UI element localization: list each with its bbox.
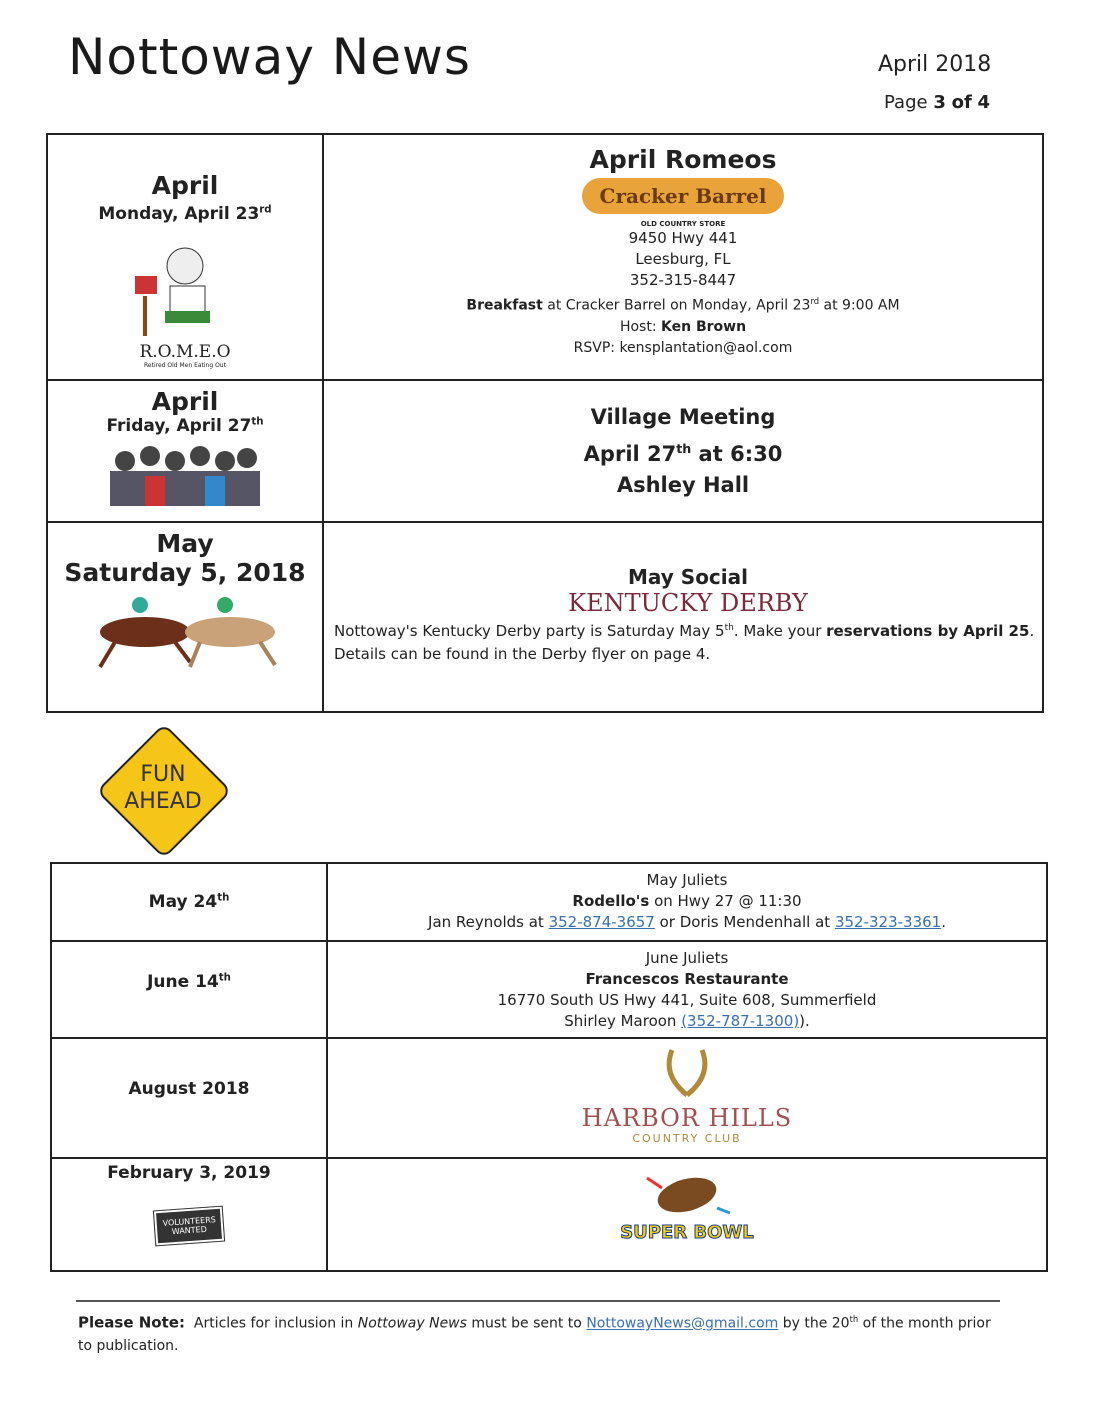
- football-icon: [642, 1173, 732, 1218]
- phone-link[interactable]: (352-787-1300): [681, 1012, 800, 1030]
- table-row: [47, 134, 1043, 380]
- event-location: Ashley Hall: [616, 472, 750, 497]
- lunches-table: [50, 862, 1048, 1272]
- harbor-hills-subtitle: COUNTRY CLUB: [632, 1132, 742, 1145]
- romeo-sublabel: Retired Old Men Eating Out: [144, 362, 226, 369]
- laurel-wreath-icon: [657, 1045, 717, 1100]
- kentucky-derby-logo: KENTUCKY DERBY: [568, 589, 808, 617]
- volunteers-wanted-sign: VOLUNTEERS WANTED: [154, 1207, 224, 1246]
- table-row: [51, 863, 1047, 941]
- events-table: [46, 133, 1044, 713]
- newsletter-title: Nottoway News: [68, 28, 471, 86]
- table-row: [51, 941, 1047, 1038]
- lunch-place: Rodello's on Hwy 27 @ 11:30: [572, 892, 802, 910]
- event-day: Friday, April 27th: [106, 416, 264, 436]
- event-title: Village Meeting: [590, 404, 776, 429]
- divider: [76, 1300, 1000, 1302]
- crowd-cartoon-icon: [105, 436, 265, 511]
- event-title: April Romeos: [589, 145, 777, 174]
- fun-ahead-sign: FUN AHEAD: [98, 725, 228, 855]
- lunch-place: Francescos Restaurante: [585, 970, 789, 988]
- host-line: Host: Ken Brown: [619, 318, 747, 335]
- table-row: [51, 1158, 1047, 1271]
- lunch-title: May Juliets: [646, 871, 728, 889]
- address-line: 9450 Hwy 441: [628, 229, 738, 247]
- table-row: [51, 1038, 1047, 1158]
- racehorses-icon: [80, 587, 290, 672]
- super-bowl-logo: SUPER BOWL: [620, 1222, 754, 1243]
- breakfast-line: Breakfast at Cracker Barrel on Monday, April 23rd at 9:00 AM: [466, 296, 900, 314]
- lunch-date: May 24th: [51, 863, 327, 941]
- event-month: April: [151, 387, 219, 416]
- table-row: [47, 522, 1043, 712]
- event-month: May: [156, 529, 214, 558]
- lunch-date: June 14th: [51, 941, 327, 1038]
- city-line: Leesburg, FL: [635, 250, 731, 268]
- lunch-date: February 3, 2019: [107, 1163, 271, 1183]
- issue-date: April 2018: [878, 52, 992, 77]
- rsvp-line: RSVP: kensplantation@aol.com: [573, 339, 793, 356]
- harbor-hills-logo: HARBOR HILLS: [581, 1104, 793, 1132]
- email-link[interactable]: NottowayNews@gmail.com: [586, 1315, 779, 1332]
- event-day: Saturday 5, 2018: [64, 558, 306, 587]
- page-number: Page 3 of 4: [884, 92, 991, 113]
- lunch-date: August 2018: [51, 1038, 327, 1158]
- event-title: May Social: [628, 565, 748, 589]
- phone-line: 352-315-8447: [629, 271, 737, 289]
- submission-note: Please Note: Articles for inclusion in Nottoway News must be sent to NottowayNews@gmail.com by the 20th of the month prior to publication.: [78, 1313, 991, 1354]
- lunch-address: 16770 South US Hwy 441, Suite 608, Summerfield: [497, 991, 877, 1009]
- phone-link[interactable]: 352-874-3657: [548, 913, 655, 931]
- lunch-contacts: Jan Reynolds at 352-874-3657 or Doris Mendenhall at 352-323-3361.: [428, 913, 946, 931]
- romeo-cartoon-icon: [125, 236, 245, 346]
- event-day: Monday, April 23rd: [98, 204, 272, 224]
- table-row: [47, 380, 1043, 522]
- lunch-contacts: Shirley Maroon (352-787-1300)).: [564, 1012, 810, 1030]
- event-time: April 27th at 6:30: [583, 440, 783, 466]
- event-description: Nottoway's Kentucky Derby party is Saturday May 5th. Make your reservations by April 25. Details can be found in the Derby flyer on page 4.: [334, 622, 1035, 663]
- phone-link[interactable]: 352-323-3361: [834, 913, 942, 931]
- romeo-label: R.O.M.E.O: [139, 342, 231, 362]
- event-month: April: [151, 171, 219, 200]
- lunch-title: June Juliets: [645, 949, 729, 967]
- cracker-barrel-logo: Cracker Barrel: [582, 178, 785, 214]
- logo-subtitle: OLD COUNTRY STORE: [640, 220, 726, 228]
